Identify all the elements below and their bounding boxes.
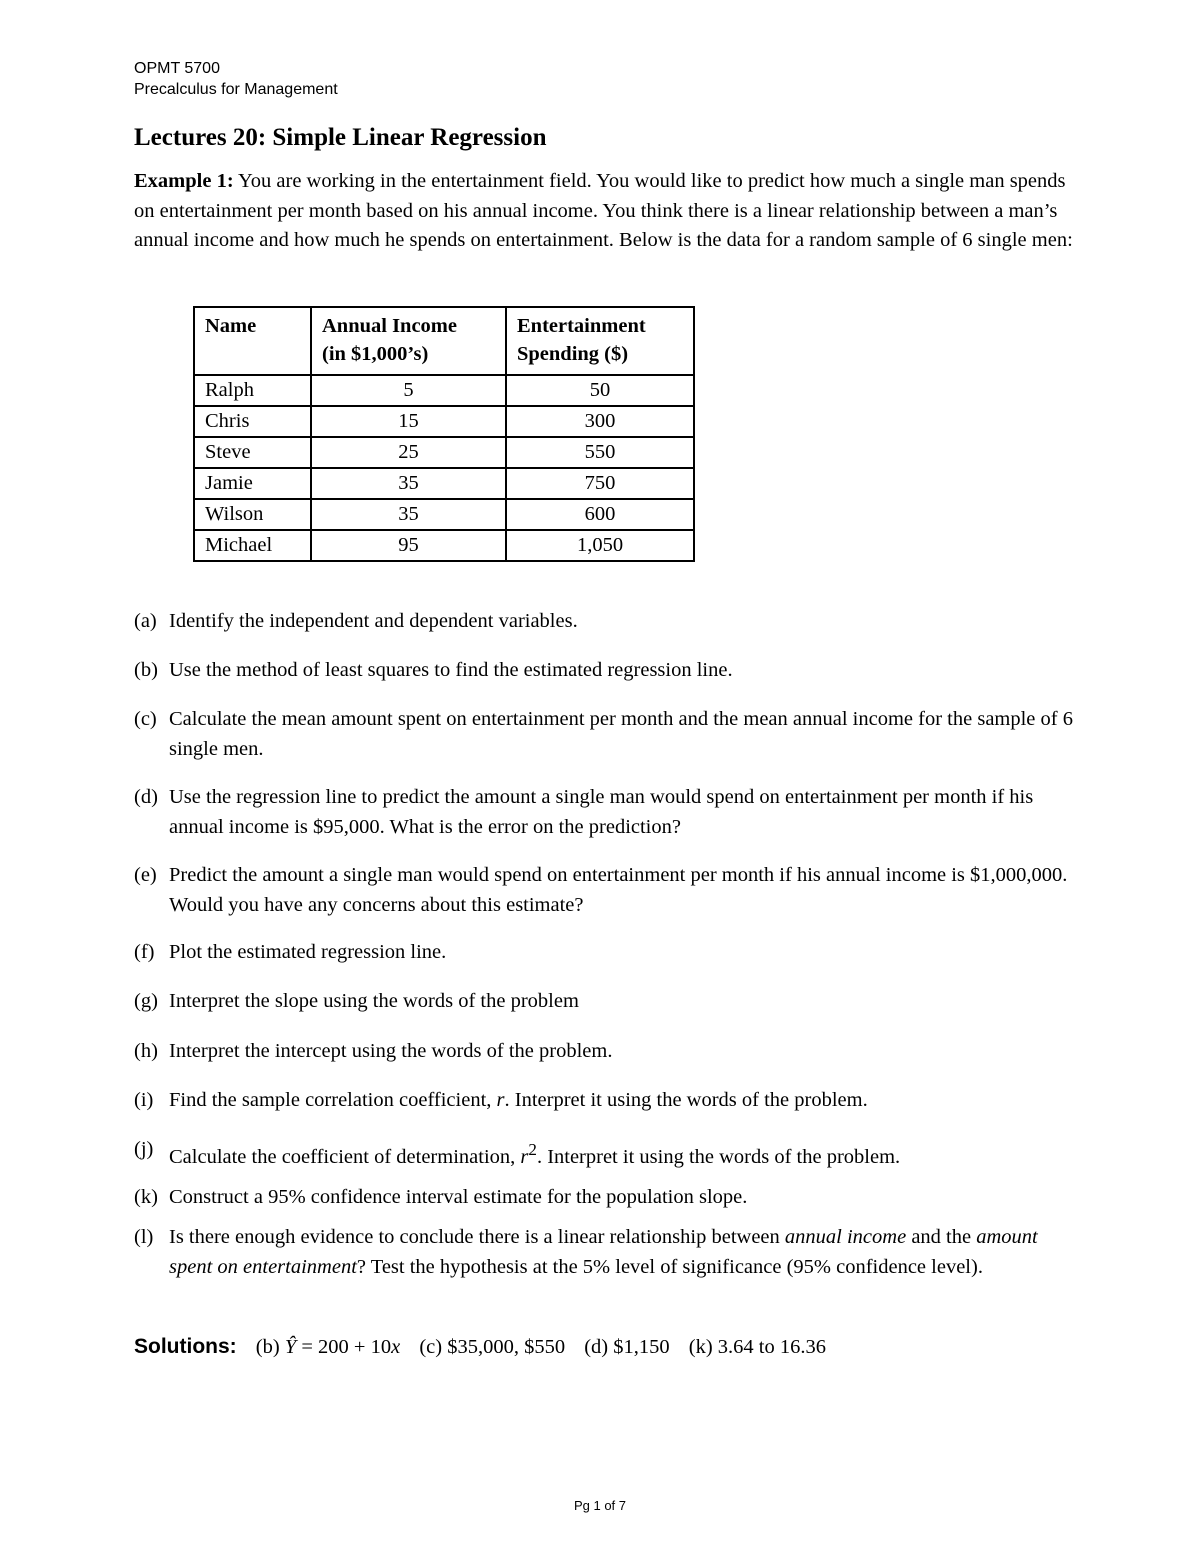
header-annual-income: Annual Income (in $1,000’s) xyxy=(311,307,506,375)
question-label: (g) xyxy=(134,990,158,1012)
example-intro xyxy=(134,167,1074,256)
question-i xyxy=(134,1086,1074,1116)
question-label: (d) xyxy=(134,786,158,808)
header-entertainment-spending: Entertainment Spending ($) xyxy=(506,307,694,375)
question-label: (i) xyxy=(134,1089,154,1111)
exponent: 2 xyxy=(528,1140,537,1159)
question-text: Calculate the mean amount spent on entertainment per month and the mean annual income for the sample of 6 single men. xyxy=(169,708,1073,760)
example-label: Example 1: xyxy=(134,170,234,192)
question-label: (k) xyxy=(134,1186,158,1208)
question-f xyxy=(134,938,1074,968)
question-label: (f) xyxy=(134,941,155,963)
data-table xyxy=(193,306,695,562)
solution-k: (k) 3.64 to 16.36 xyxy=(688,1336,826,1358)
question-j xyxy=(134,1135,1074,1172)
table-row xyxy=(194,530,694,561)
question-label: (e) xyxy=(134,864,157,886)
question-text: Predict the amount a single man would spend on entertainment per month if his annual income is $1,000,000. Would you have any concerns about this estimate? xyxy=(169,864,1068,916)
cell-income: 95 xyxy=(311,530,506,561)
cell-income: 35 xyxy=(311,468,506,499)
question-text: Interpret the slope using the words of the problem xyxy=(169,990,579,1012)
question-text: Find the sample correlation coefficient, r. Interpret it using the words of the problem. xyxy=(169,1089,868,1111)
table-header-row xyxy=(194,307,694,375)
solution-c: (c) $35,000, $550 xyxy=(419,1336,566,1358)
cell-spending: 750 xyxy=(506,468,694,499)
cell-name: Ralph xyxy=(194,375,311,406)
question-text: Plot the estimated regression line. xyxy=(169,941,447,963)
question-l xyxy=(134,1223,1074,1282)
header-name: Name xyxy=(194,307,311,375)
question-text: Use the method of least squares to find the estimated regression line. xyxy=(169,659,733,681)
emphasis-annual-income: annual income xyxy=(784,1226,907,1248)
cell-spending: 300 xyxy=(506,406,694,437)
course-code: OPMT 5700 xyxy=(134,60,220,77)
question-label: (l) xyxy=(134,1226,154,1248)
cell-name: Wilson xyxy=(194,499,311,530)
question-c xyxy=(134,705,1074,764)
cell-name: Steve xyxy=(194,437,311,468)
question-label: (b) xyxy=(134,659,158,681)
cell-spending: 50 xyxy=(506,375,694,406)
document-header xyxy=(134,58,338,100)
question-text: Use the regression line to predict the amount a single man would spend on entertainment per month if his annual income is $95,000. What is the error on the prediction? xyxy=(169,786,1034,838)
question-text: Calculate the coefficient of determination, $r^2$. Interpret it using the words of the problem. xyxy=(169,1140,901,1168)
question-g xyxy=(134,987,1074,1017)
cell-income: 35 xyxy=(311,499,506,530)
question-a xyxy=(134,607,1074,637)
table-row xyxy=(194,406,694,437)
question-label: (c) xyxy=(134,708,157,730)
example-text: You are working in the entertainment field. You would like to predict how much a single man spends on entertainment per month based on his annual income. You think there is a linear relationship between a man’s annual income and how much he spends on entertainment. Below is the data for a random sample of 6 single men: xyxy=(134,170,1073,251)
course-subtitle: Precalculus for Management xyxy=(134,81,338,98)
cell-spending: 550 xyxy=(506,437,694,468)
cell-spending: 1,050 xyxy=(506,530,694,561)
question-text: Construct a 95% confidence interval estimate for the population slope. xyxy=(169,1186,748,1208)
solution-b: (b) Ŷ = 200 + 10x xyxy=(255,1336,401,1358)
solution-d: (d) $1,150 xyxy=(584,1336,670,1358)
solutions-heading: Solutions: xyxy=(134,1335,237,1358)
page-title: Lectures 20: Simple Linear Regression xyxy=(134,124,547,151)
question-label: (j) xyxy=(134,1138,154,1160)
cell-spending: 600 xyxy=(506,499,694,530)
question-text: Identify the independent and dependent variables. xyxy=(169,610,578,632)
page-number: Pg 1 of 7 xyxy=(573,1498,627,1513)
cell-name: Michael xyxy=(194,530,311,561)
question-b xyxy=(134,656,1074,686)
question-label: (a) xyxy=(134,610,157,632)
question-text: Interpret the intercept using the words of the problem. xyxy=(169,1040,613,1062)
cell-name: Jamie xyxy=(194,468,311,499)
variable-r: r xyxy=(520,1145,529,1168)
emphasis-amount-spent: amount spent on entertainment xyxy=(169,1226,1038,1278)
question-text: Is there enough evidence to conclude there is a linear relationship between annual income and the amount spent on entertainment? Test the hypothesis at the 5% level of significance (95% confidence level). xyxy=(169,1226,1038,1278)
table-row xyxy=(194,375,694,406)
table-row xyxy=(194,437,694,468)
cell-name: Chris xyxy=(194,406,311,437)
question-e xyxy=(134,861,1074,920)
cell-income: 25 xyxy=(311,437,506,468)
question-h xyxy=(134,1037,1074,1067)
variable-r: r xyxy=(496,1089,505,1111)
table-row xyxy=(194,499,694,530)
question-label: (h) xyxy=(134,1040,158,1062)
cell-income: 15 xyxy=(311,406,506,437)
table-row xyxy=(194,468,694,499)
question-k xyxy=(134,1183,1074,1213)
question-d xyxy=(134,783,1074,842)
solutions-line xyxy=(134,1332,840,1362)
cell-income: 5 xyxy=(311,375,506,406)
